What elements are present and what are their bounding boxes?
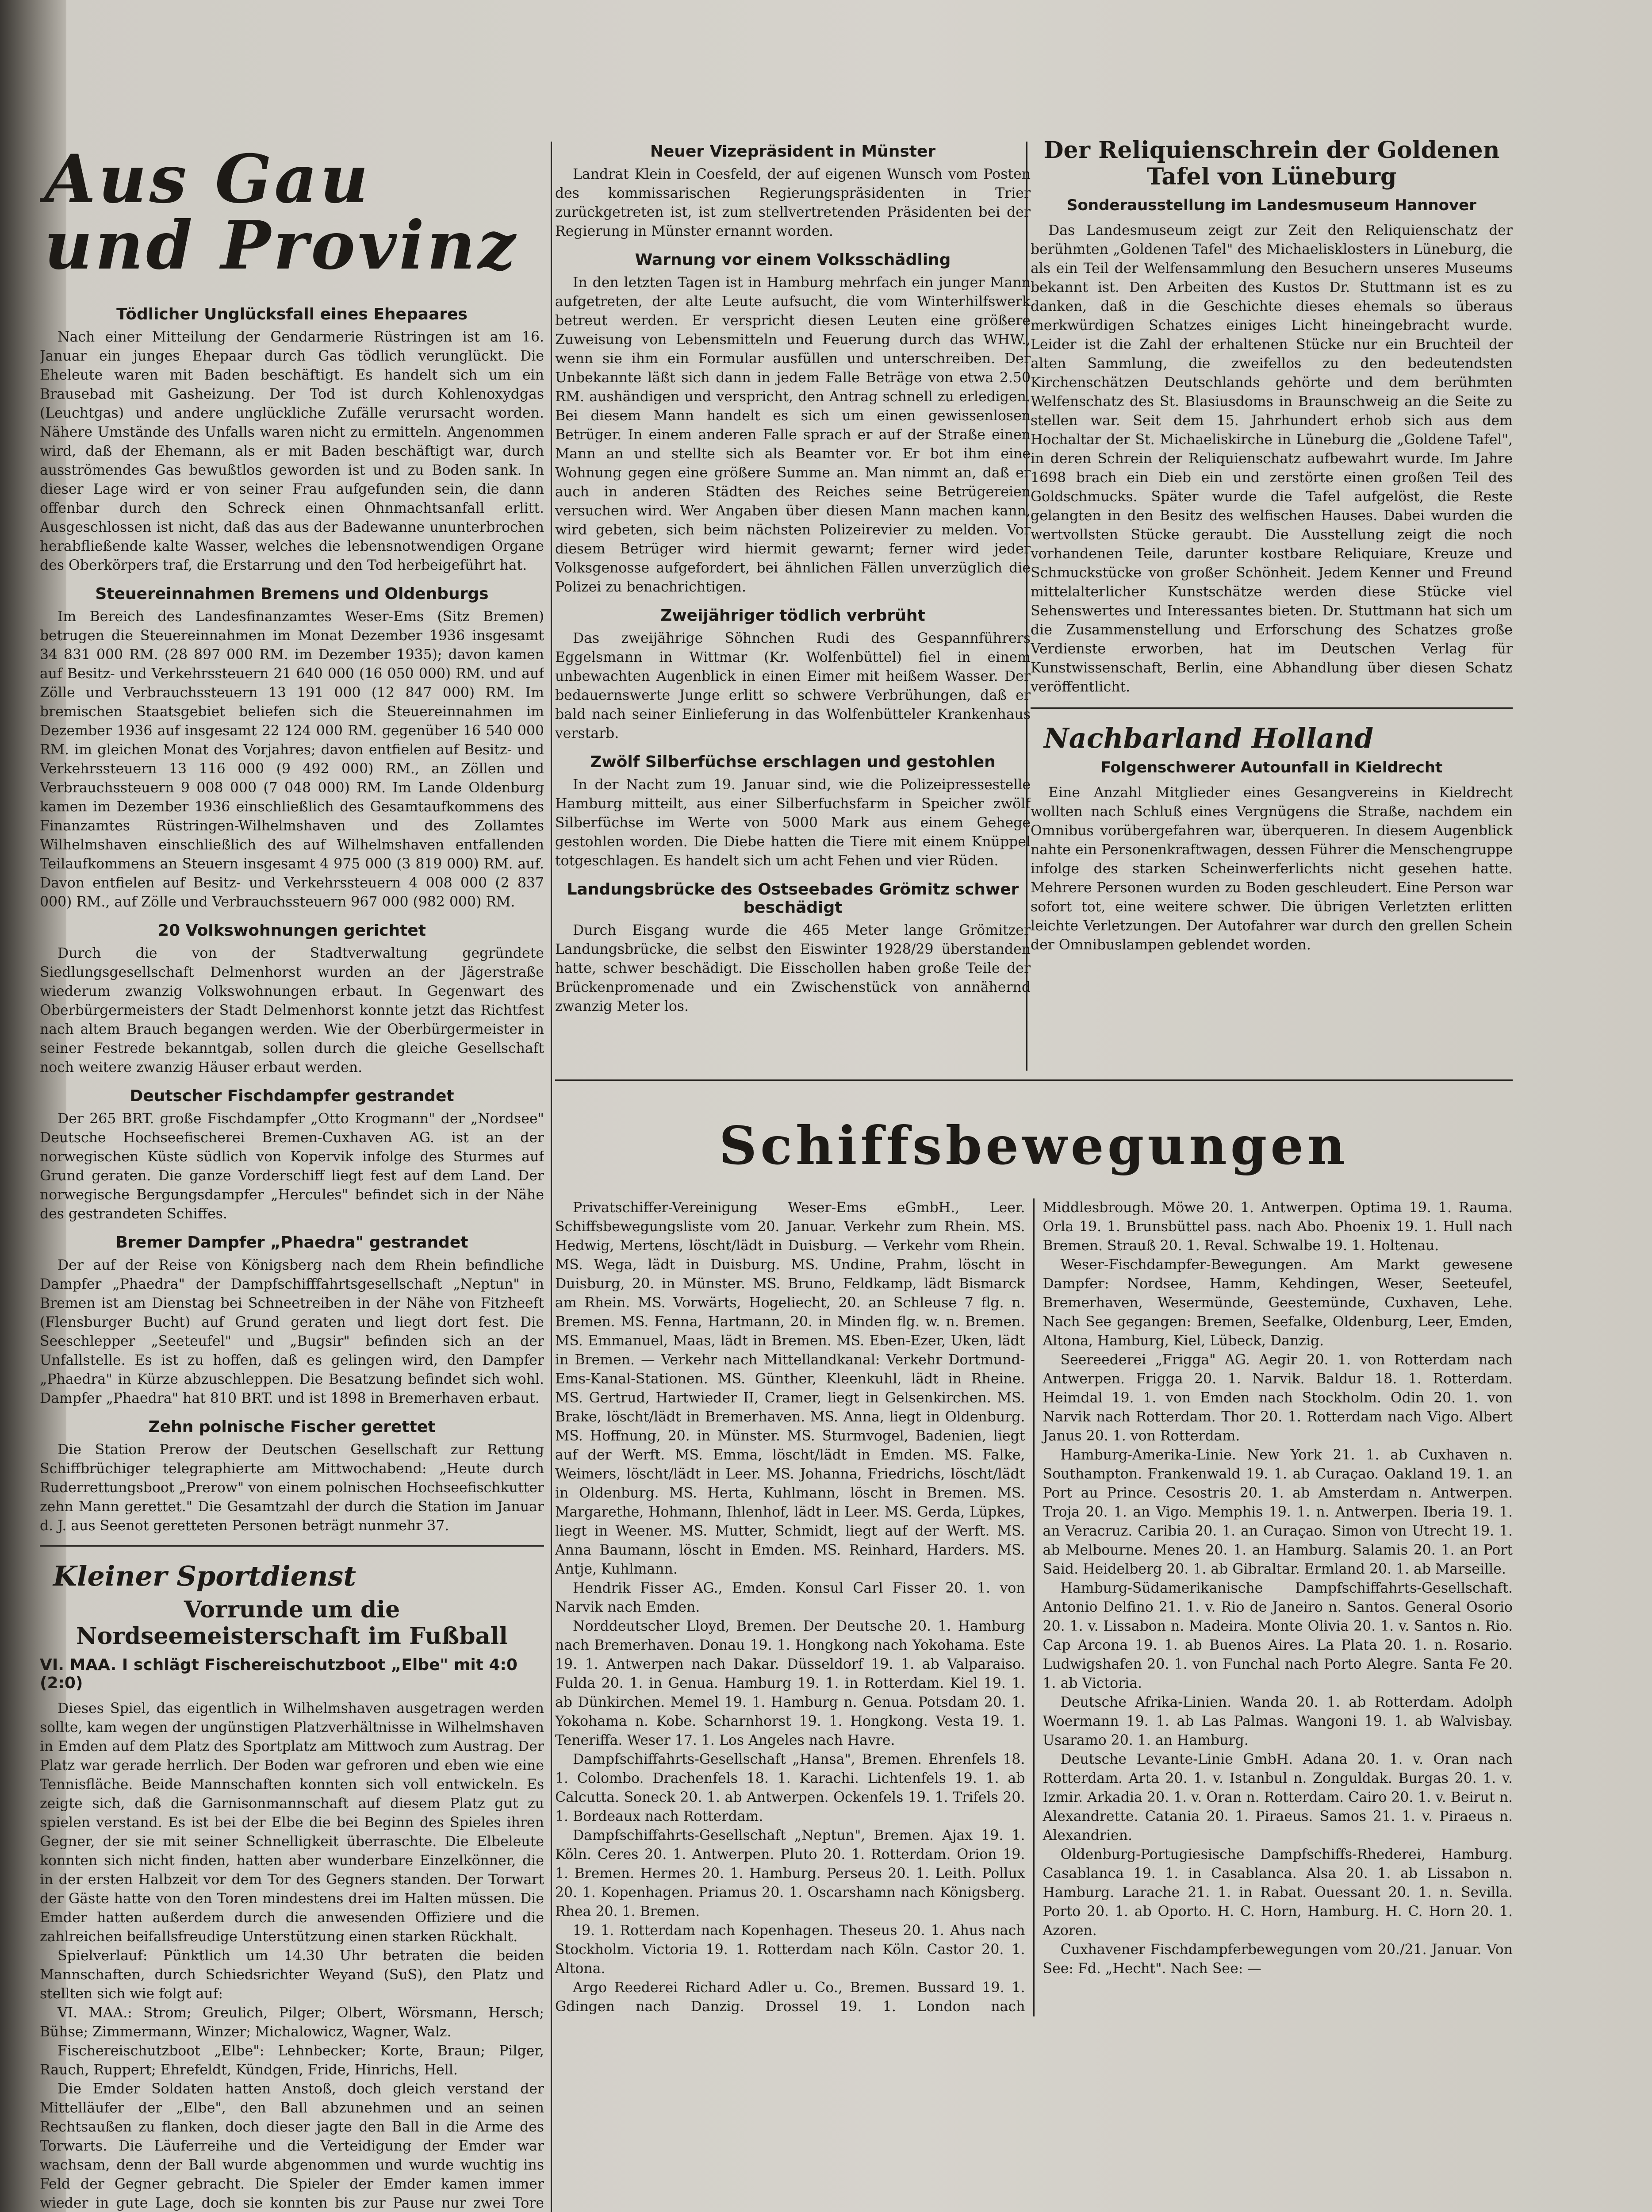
section-kicker: Nachbarland Holland xyxy=(1044,722,1374,754)
article-headline: Landungsbrücke des Ostseebades Grömitz schwer beschädigt xyxy=(567,880,1019,917)
shipping-entry: Deutsche Afrika-Linien. Wanda 20. 1. ab Rotterdam. Adolph Woermann 19. 1. ab Las Palmas. Wangoni 19. 1. ab Walvisbay. Usaramo 20. 1. an Hamburg. xyxy=(1043,1694,1513,1748)
article-body: Dieses Spiel, das eigentlich in Wilhelmshaven ausgetragen werden sollte, kam wegen der ungünstigen Platzverhältnisse in Wilhelmshaven in Emden auf dem Platz des Sportplatz am Mittwoch zum Austrag. Der Platz war gerade herrlich. Der Boden war gefroren und eben wie eine Tennisfläche. Beide Mannschaften konnten sich voll entwickeln. Es zeigte sich, daß die Garnisonmannschaft auf diesem Platz gut zu spielen verstand. Es ist bei der Elbe die bei Beginn des Spieles ihren Gegner, der sie mit seiner Schnelligkeit überraschte. Die Elbeleute konnten sich nicht finden, hatten aber wunderbare Einzelkönner, die in der ersten Halbzeit vor dem Tor des Gegners standen. Der Torwart der Gäste hatte von den Toren mindestens drei im Halten müssen. Die Emder hatten außerdem durch die anwesenden Offiziere und die zahlreichen beifallsfreudige Unterstützung einen starken Rückhalt. xyxy=(40,1700,544,1945)
article-headline: Der Reliquienschrein der Goldenen Tafel von Lüneburg xyxy=(1043,137,1500,190)
article-body: Der auf der Reise von Königsberg nach dem Rhein befindliche Dampfer „Phaedra" der Dampfschifffahrtsgesellschaft „Neptun" in Bremen ist am Dienstag bei Schneetreiben in der Nähe von Fitzheeft (Flensburger Bucht) auf Grund geraten und liegt dort fest. Die Seeschlepper „Seeteufel" und „Bugsir" befinden sich an der Unfallstelle. Es ist zu hoffen, daß es gelingen wird, den Dampfer „Phaedra" in Kürze abzuschleppen. Die Besatzung befindet sich wohl. Dampfer „Phaedra" hat 810 BRT. und ist 1898 in Bremerhaven erbaut. xyxy=(40,1257,544,1406)
column-rule xyxy=(551,142,552,2212)
section-rule xyxy=(40,1545,544,1547)
column-left xyxy=(40,133,544,2212)
column-middle xyxy=(555,133,1031,1194)
ship-movements-body xyxy=(555,1198,1513,2016)
shipping-entry: Seereederei „Frigga" AG. Aegir 20. 1. von Rotterdam nach Antwerpen. Frigga 20. 1. Narvik. Baldur 18. 1. Rotterdam. Heimdal 19. 1. von Emden nach Stockholm. Odin 20. 1. von Narvik nach Rotterdam. Thor 20. 1. Rotterdam nach Vigo. Albert Janus 20. 1. von Rotterdam. xyxy=(1043,1352,1513,1444)
shipping-entry: Argo Reederei Richard Adler u. Co., Bremen. Bussard 19. 1. Gdingen nach Danzig. Drossel 19. 1. London nach Middlesbrough. Möwe 20. 1. Antwerpen. Optima 19. 1. Rauma. Orla 19. 1. Brunsbüttel pass. nach Abo. Phoenix 19. 1. Hull nach Bremen. Strauß 20. 1. Reval. Schwalbe 19. 1. Holtenau. xyxy=(555,1200,1513,2015)
team-lineup: VI. MAA.: Strom; Greulich, Pilger; Olbert, Wörsmann, Hersch; Bühse; Zimmermann, Winzer; Michalowicz, Wagner, Walz. xyxy=(40,2005,544,2040)
team-lineup: Fischereischutzboot „Elbe": Lehnbecker; Korte, Braun; Pilger, Rauch, Ruppert; Ehrefeldt, Kündgen, Fride, Hinrichs, Hell. xyxy=(40,2043,544,2078)
article-headline: Neuer Vizepräsident in Münster xyxy=(650,142,936,161)
section-masthead: Aus Gau und Provinz xyxy=(44,140,518,284)
article-headline: Tödlicher Unglücksfall eines Ehepaares xyxy=(116,305,468,323)
article-headline: Steuereinnahmen Bremens und Oldenburgs xyxy=(95,585,489,603)
article-body: Durch die von der Stadtverwaltung gegründete Siedlungsgesellschaft Delmenhorst wurden an der Jägerstraße wiederum zwanzig Volkswohnungen erbaut. In Gegenwart des Oberbürgermeisters der Stadt Delmenhorst konnte jetzt das Richtfest nach altem Brauch begangen werden. Wie der Oberbürgermeister in seiner Festrede bekanntgab, sollen durch die gleiche Gesellschaft noch weitere zwanzig Häuser erbaut werden. xyxy=(40,945,544,1075)
shipping-entry: 19. 1. Rotterdam nach Kopenhagen. Theseus 20. 1. Ahus nach Stockholm. Victoria 19. 1. Rotterdam nach Köln. Castor 20. 1. Altona. xyxy=(555,1923,1025,1977)
shipping-entry: Cuxhavener Fischdampferbewegungen vom 20./21. Januar. Von See: Fd. „Hecht". Nach See: — xyxy=(1043,1942,1513,1977)
article-headline: Zwölf Silberfüchse erschlagen und gestohlen xyxy=(590,753,996,771)
shipping-entry: Oldenburg-Portugiesische Dampfschiffs-Rhederei, Hamburg. Casablanca 19. 1. in Casablanca. Alsa 20. 1. ab Lissabon n. Hamburg. Larache 21. 1. in Rabat. Ouessant 20. 1. n. Sevilla. Porto 20. 1. ab Oporto. H. C. Horn, Hamburg. H. C. Horn 20. 1. Azoren. xyxy=(1043,1847,1513,1939)
article-headline: Zweijähriger tödlich verbrüht xyxy=(660,607,925,625)
article-body: Eine Anzahl Mitglieder eines Gesangvereins in Kieldrecht wollten nach Schluß eines Vergnügens die Straße, nachdem ein Omnibus vorübergefahren war, überqueren. In diesem Augenblick nahte ein Personenkraftwagen, dessen Führer die Menschengruppe infolge des starken Scheinwerferlichts nicht gesehen hatte. Mehrere Personen wurden zu Boden geschleudert. Eine Person war sofort tot, eine weitere schwer. Die übrigen Verletzten erlitten leichte Verletzungen. Der Autofahrer war durch den grellen Schein der Omnibuslampen geblendet worden. xyxy=(1031,784,1513,953)
article-body: Das zweijährige Söhnchen Rudi des Gespannführers Eggelsmann in Wittmar (Kr. Wolfenbüttel) fiel in einem unbewachten Augenblick in einen Eimer mit heißem Wasser. Der bedauernswerte Junge erlitt so schwere Verbrühungen, daß er bald nach seiner Einlieferung in das Wolfenbütteler Krankenhaus verstarb. xyxy=(555,630,1031,741)
article-subheadline: Sonderausstellung im Landesmuseum Hannover xyxy=(1067,196,1476,214)
shipping-entry: Hendrik Fisser AG., Emden. Konsul Carl Fisser 20. 1. von Narvik nach Emden. xyxy=(555,1580,1025,1615)
shipping-entry: Norddeutscher Lloyd, Bremen. Der Deutsche 20. 1. Hamburg nach Bremerhaven. Donau 19. 1. Hongkong nach Yokohama. Este 19. 1. Antwerpen nach Dakar. Düsseldorf 19. 1. ab Valparaiso. Fulda 20. 1. in Genua. Hamburg 19. 1. in Rotterdam. Kiel 19. 1. ab Dünkirchen. Memel 19. 1. Hamburg n. Genua. Potsdam 20. 1. Yokohama n. Kobe. Scharnhorst 19. 1. Hongkong. Vesta 19. 1. Teneriffa. Weser 17. 1. Los Angeles nach Havre. xyxy=(555,1618,1025,1748)
article-headline: 20 Volkswohnungen gerichtet xyxy=(158,922,426,940)
article-headline: Zehn polnische Fischer gerettet xyxy=(148,1418,436,1436)
article-body: In der Nacht zum 19. Januar sind, wie die Polizeipressestelle Hamburg mitteilt, aus einer Silberfuchsfarm in Speicher zwölf Silberfüchse im Werte von 5000 Mark aus einem Gehege gestohlen worden. Die Diebe hatten die Tiere mit einem Knüppel totgeschlagen. Es handelt sich um acht Fehen und vier Rüden. xyxy=(555,777,1031,869)
article-headline: Warnung vor einem Volksschädling xyxy=(635,251,951,269)
article-body: Nach einer Mitteilung der Gendarmerie Rüstringen ist am 16. Januar ein junges Ehepaar durch Gas tödlich verunglückt. Die Eheleute waren mit Baden beschäftigt. Es handelt sich um ein Brausebad mit Gasheizung. Der Tod ist durch Kohlenoxydgas (Leuchtgas) und andere unglückliche Zufälle verursacht worden. Nähere Umstände des Unfalls waren nicht zu ermitteln. Angenommen wird, daß der Ehemann, als er mit Baden beschäftigt war, durch ausströmendes Gas bewußtlos geworden ist und zu Boden sank. In dieser Lage wird er von seiner Frau aufgefunden sein, die dann offenbar durch den Schreck einen Ohnmachtsanfall erlitt. Ausgeschlossen ist nicht, daß das aus der Badewanne ununterbrochen herabfließende kalte Wasser, welches die lebensnotwendigen Organe des Oberkörpers traf, die Erstarrung und den Tod herbeigeführt hat. xyxy=(40,329,544,573)
article-body: In den letzten Tagen ist in Hamburg mehrfach ein junger Mann aufgetreten, der alte Leute aufsucht, die vom Winterhilfswerk betreut werden. Er verspricht diesen Leuten eine größere Zuweisung von Lebensmitteln und Feuerung durch das WHW., wenn sie ihm ein Formular ausfüllen und unterschreiben. Der Unbekannte läßt sich dann in jedem Falle Beträge von etwa 2.50 RM. aushändigen und verspricht, den Antrag schnell zu erledigen. Bei diesem Mann handelt es sich um einen gewissenlosen Betrüger. In einem anderen Falle sprach er auf der Straße einen Mann an und stellte sich als Beamter vor. Er bot ihm eine Wohnung gegen eine größere Summe an. Man nimmt an, daß er auch in anderen Städten des Reiches seine Betrügereien versuchen wird. Wer Angaben über diesen Mann machen kann, wird gebeten, sich beim nächsten Polizeirevier zu melden. Vor diesem Betrüger wird hiermit gewarnt; ferner wird jeder Volksgenosse aufgefordert, bei ähnlichen Fällen unverzüglich die Polizei zu benachrichtigen. xyxy=(555,275,1031,595)
shipping-entry: Privatschiffer-Vereinigung Weser-Ems eGmbH., Leer. Schiffsbewegungsliste vom 20. Januar. Verkehr zum Rhein. MS. Hedwig, Mertens, löscht/lädt in Duisburg. — Verkehr vom Rhein. MS. Wega, lädt in Duisburg. MS. Undine, Prahm, löscht in Duisburg, 20. in Münster. MS. Bruno, Feldkamp, lädt Bismarck am Rhein. MS. Vorwärts, Hogeliecht, 20. an Schleuse 7 flg. n. Bremen. MS. Fenna, Hartmann, 20. in Minden flg. w. n. Bremen. MS. Emmanuel, Maas, lädt in Bremen. MS. Eben-Ezer, Uken, lädt in Bremen. — Verkehr nach Mittellandkanal: Verkehr Dortmund-Ems-Kanal-Stationen. MS. Günther, Kleenkuhl, lädt in Rheine. MS. Gertrud, Hartwieder II, Cramer, liegt in Gelsenkirchen. MS. Brake, löscht/lädt in Bremerhaven. MS. Anna, liegt in Oldenburg. MS. Hoffnung, 20. in Münster. MS. Sturmvogel, Badenien, liegt auf der Werft. MS. Emma, löscht/lädt in Emden. MS. Falke, Weimers, löscht/lädt in Leer. MS. Johanna, Friedrichs, löscht/lädt in Oldenburg. MS. Herta, Kuhlmann, löscht in Bremen. MS. Margarethe, Hohmann, Ihlenhof, lädt in Leer. MS. Gerda, Lüpkes, liegt in Weener. MS. Mutter, Schmidt, liegt auf der Werft. MS. Anna Baumann, löscht in Emden. MS. Reinhard, Harders. MS. Antje, Kuhlmann. xyxy=(555,1200,1025,1577)
article-headline: Bremer Dampfer „Phaedra" gestrandet xyxy=(115,1233,468,1252)
shipping-entry: Weser-Fischdampfer-Bewegungen. Am Markt gewesene Dampfer: Nordsee, Hamm, Kehdingen, Weser, Seeteufel, Bremerhaven, Wesermünde, Geestemünde, Cuxhaven, Lehe. Nach See gegangen: Bremen, Seefalke, Oldenburg, Leer, Emden, Altona, Hamburg, Kiel, Lübeck, Danzig. xyxy=(1043,1257,1513,1349)
sport-subheadline: VI. MAA. I schlägt Fischereischutzboot „Elbe" mit 4:0 (2:0) xyxy=(40,1655,517,1692)
column-right xyxy=(1031,133,1513,1194)
article-body: Die Emder Soldaten hatten Anstoß, doch gleich verstand der Mittelläufer der „Elbe", den Ball abzunehmen und an seinen Rechtsaußen zu flanken, doch dieser jagte den Ball in die Arme des Torwarts. Die Läuferreihe und die Verteidigung der Emder war wachsam, denn der Ball wurde abgenommen und wurde wuchtig ins Feld der Gegner gebracht. Die Spieler der Emder kamen immer wieder in gute Lage, doch sie konnten bis zur Pause nur zwei Tore xyxy=(40,2081,544,2211)
section-rule xyxy=(1031,707,1513,709)
article-body: Landrat Klein in Coesfeld, der auf eigenen Wunsch vom Posten des kommissarischen Regierungspräsidenten in Trier zurückgetreten ist, ist zum stellvertretenden Präsidenten bei der Regierung in Münster ernannt worden. xyxy=(555,166,1031,239)
article-body: Die Station Prerow der Deutschen Gesellschaft zur Rettung Schiffbrüchiger telegraphierte am Mittwochabend: „Heute durch Ruderrettungsboot „Prerow" von einem polnischen Hochseefischkutter zehn Mann gerettet." Die Gesamtzahl der durch die Station im Januar d. J. aus Seenot geretteten Personen beträgt nunmehr 37. xyxy=(40,1442,544,1534)
article-body: Im Bereich des Landesfinanzamtes Weser-Ems (Sitz Bremen) betrugen die Steuereinnahmen im Monat Dezember 1936 insgesamt 34 831 000 RM. (28 897 000 RM. im Dezember 1935); davon kamen auf Besitz- und Verkehrssteuern 21 640 000 (16 050 000) RM. und auf Zölle und Verbrauchssteuern 13 191 000 (12 847 000) RM. Im bremischen Staatsgebiet beliefen sich die Steuereinnahmen im Dezember 1936 auf insgesamt 22 124 000 RM. gegenüber 16 540 000 RM. im gleichen Monat des Vorjahres; davon entfielen auf Besitz- und Verkehrssteuern 13 116 000 (9 492 000) RM., an Zöllen und Verbrauchssteuern 9 008 000 (7 048 000) RM. Im Lande Oldenburg kamen im Dezember 1936 einschließlich des Gesamtaufkommens des Finanzamtes Rüstringen-Wilhelmshaven und des Zollamtes Wilhelmshaven einschließlich des auf Wilhelmshaven entfallenden Teilaufkommens an Steuern insgesamt 4 975 000 (3 819 000) RM. auf. Davon entfielen auf Besitz- und Verkehrssteuern 4 008 000 (2 837 000) RM., auf Zölle und Verbrauchssteuern 967 000 (982 000) RM. xyxy=(40,609,544,910)
article-body: Spielverlauf: Pünktlich um 14.30 Uhr betraten die beiden Mannschaften, durch Schiedsrichter Weyand (SuS), den Platz und stellten sich wie folgt auf: xyxy=(40,1947,544,2002)
article-body: Durch Eisgang wurde die 465 Meter lange Grömitzer Landungsbrücke, die selbst den Eiswinter 1928/29 überstanden hatte, schwer beschädigt. Die Eisschollen haben große Teile der Brückenpromenade und ein Zwischenstück von annähernd zwanzig Meter los. xyxy=(555,922,1031,1014)
ship-movements-section xyxy=(555,1088,1513,2212)
shipping-entry: Dampfschiffahrts-Gesellschaft „Hansa", Bremen. Ehrenfels 18. 1. Colombo. Drachenfels 18. 1. Karachi. Lichtenfels 19. 1. ab Calcutta. Soneck 20. 1. ab Antwerpen. Ockenfels 19. 1. Trifels 20. 1. Bordeaux nach Rotterdam. xyxy=(555,1751,1025,1824)
shipping-entry: Deutsche Levante-Linie GmbH. Adana 20. 1. v. Oran nach Rotterdam. Arta 20. 1. v. Istanbul n. Zonguldak. Burgas 20. 1. v. Izmir. Arkadia 20. 1. v. Oran n. Rotterdam. Cairo 20. 1. v. Beirut n. Alexandrette. Catania 20. 1. Piraeus. Samos 21. 1. v. Piraeus n. Alexandrien. xyxy=(1043,1751,1513,1843)
shipping-entry: Dampfschiffahrts-Gesellschaft „Neptun", Bremen. Ajax 19. 1. Köln. Ceres 20. 1. Antwerpen. Pluto 20. 1. Rotterdam. Orion 19. 1. Bremen. Hermes 20. 1. Hamburg. Perseus 20. 1. Leith. Pollux 20. 1. Kopenhagen. Priamus 20. 1. Oscarshamn nach Königsberg. Rhea 20. 1. Bremen. xyxy=(555,1828,1025,1920)
shipping-entry: Hamburg-Südamerikanische Dampfschiffahrts-Gesellschaft. Antonio Delfino 21. 1. v. Rio de Janeiro n. Santos. General Osorio 20. 1. v. Lissabon n. Madeira. Monte Olivia 20. 1. v. Santos n. Rio. Cap Arcona 19. 1. ab Buenos Aires. La Plata 20. 1. n. Rosario. Ludwigshafen 20. 1. von Funchal nach Porto Alegre. Santa Fe 20. 1. ab Victoria. xyxy=(1043,1580,1513,1691)
shipping-entry: Hamburg-Amerika-Linie. New York 21. 1. ab Cuxhaven n. Southampton. Frankenwald 19. 1. ab Curaçao. Oakland 19. 1. an Port au Prince. Cesostris 20. 1. ab Amsterdam n. Antwerpen. Troja 20. 1. an Vigo. Memphis 19. 1. n. Antwerpen. Iberia 19. 1. an Veracruz. Caribia 20. 1. an Curaçao. Simon von Utrecht 19. 1. ab Melbourne. Menes 20. 1. an Hamburg. Salamis 20. 1. an Port Said. Heidelberg 20. 1. ab Gibraltar. Ermland 20. 1. ab Marseille. xyxy=(1043,1447,1513,1577)
article-headline: Deutscher Fischdampfer gestrandet xyxy=(130,1087,454,1105)
sport-headline: Vorrunde um die Nordseemeisterschaft im Fußball xyxy=(76,1596,508,1650)
sport-section-kicker: Kleiner Sportdienst xyxy=(53,1560,356,1592)
article-subheadline: Folgenschwerer Autounfall in Kieldrecht xyxy=(1100,758,1443,776)
article-body: Der 265 BRT. große Fischdampfer „Otto Krogmann" der „Nordsee" Deutsche Hochseefischerei Bremen-Cuxhaven AG. ist an der norwegischen Küste südlich von Kopervik infolge des Sturmes auf Grund geraten. Die ganze Vorderschiff liegt fest auf dem Land. Der norwegische Bergungsdampfer „Hercules" befindet sich in der Nähe des gestrandeten Schiffes. xyxy=(40,1111,544,1222)
article-body: Das Landesmuseum zeigt zur Zeit den Reliquienschatz der berühmten „Goldenen Tafel" des Michaelisklosters in Lüneburg, die als ein Teil der Welfensammlung den Besuchern unseres Museums bekannt ist. Den Arbeiten des Kustos Dr. Stuttmann ist es zu danken, daß in die Geschichte dieses ehemals so überaus merkwürdigen Schatzes einiges Licht hineingebracht wurde. Leider ist die Zahl der erhaltenen Stücke nur ein Bruchteil der alten Sammlung, die zweifellos zu den bedeutendsten Kirchenschätzen Deutschlands gehörte und dem berühmten Welfenschatz des St. Blasiusdoms in Braunschweig an die Seite zu stellen war. Seit dem 15. Jahrhundert erhob sich aus dem Hochaltar der St. Michaeliskirche in Lüneburg die „Goldene Tafel", in deren Schrein der Reliquienschatz aufbewahrt wurde. Im Jahre 1698 brach ein Dieb ein und zerstörte einen großen Teil des Goldschmucks. Später wurde die Tafel aufgelöst, die Reste gelangten in den Besitz des welfischen Hauses. Dabei wurden die wertvollsten Stücke geraubt. Die Ausstellung zeigt die noch vorhandenen Teile, darunter kostbare Reliquiare, Kreuze und Schmuckstücke von großer Schönheit. Jedem Kenner und Freund mittelalterlicher Kunstschätze werden diese Stücke viel Sehenswertes und Interessantes bieten. Dr. Stuttmann hat sich um die Zusammenstellung und Erforschung des Schatzes große Verdienste erworben, hat im Deutschen Verlag für Kunstwissenschaft, Berlin, eine Abhandlung über diesen Schatz veröffentlicht. xyxy=(1031,222,1513,695)
ship-movements-title: Schiffsbewegungen xyxy=(719,1115,1349,1176)
